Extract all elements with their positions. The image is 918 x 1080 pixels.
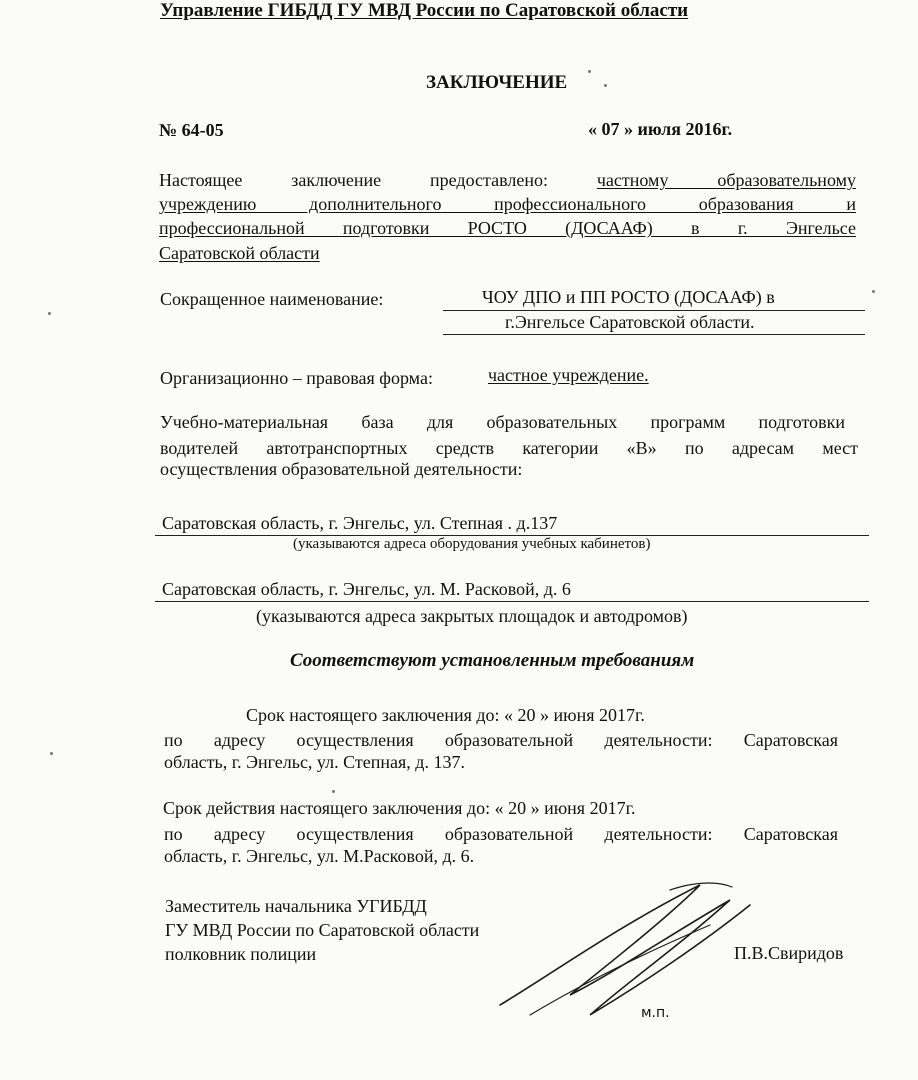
provided-line-3: профессиональной подготовки РОСТО (ДОСААФ) в г. Энгельсе bbox=[159, 218, 856, 238]
short-name-line-1: ЧОУ ДПО и ПП РОСТО (ДОСААФ) в bbox=[482, 287, 775, 307]
address-2-rule bbox=[155, 601, 869, 602]
signatory-line-3: полковник полиции bbox=[165, 944, 317, 964]
provided-value-start: частному образовательному bbox=[596, 170, 856, 190]
signatory-name: П.В.Свиридов bbox=[734, 943, 844, 963]
term-2-line-3: область, г. Энгельс, ул. М.Расковой, д. 6. bbox=[164, 846, 475, 866]
base-line-3: осуществления образовательной деятельности: bbox=[160, 459, 523, 479]
scan-speck bbox=[48, 312, 51, 315]
address-2: Саратовская область, г. Энгельс, ул. М. Расковой, д. 6 bbox=[162, 579, 571, 599]
term-1-line-3: область, г. Энгельс, ул. Степная, д. 137. bbox=[164, 752, 465, 772]
term-1-lead: Срок настоящего заключения до: « 20 » июня 2017г. bbox=[246, 705, 645, 725]
short-name-line-2: г.Энгельсе Саратовской области. bbox=[505, 312, 755, 332]
term-2-line-2: по адресу осуществления образовательной деятельности: Саратовская bbox=[164, 824, 838, 844]
term-2-lead: Срок действия настоящего заключения до: « 20 » июня 2017г. bbox=[163, 798, 636, 818]
provided-line-4: Саратовской области bbox=[159, 243, 320, 263]
signatory-line-2: ГУ МВД России по Саратовской области bbox=[165, 920, 480, 940]
signatory-line-1: Заместитель начальника УГИБДД bbox=[165, 896, 427, 916]
document-date: « 07 » июля 2016г. bbox=[588, 119, 733, 139]
legal-form-label: Организационно – правовая форма: bbox=[160, 368, 433, 388]
scan-speck bbox=[332, 790, 335, 793]
scan-speck bbox=[604, 84, 607, 87]
term-1-line-2: по адресу осуществления образовательной деятельности: Саратовская bbox=[164, 730, 838, 750]
short-name-rule-2 bbox=[443, 334, 865, 335]
short-name-label: Сокращенное наименование: bbox=[160, 289, 384, 309]
scan-speck bbox=[50, 752, 53, 755]
legal-form-value: частное учреждение. bbox=[488, 365, 649, 385]
scan-speck bbox=[588, 70, 591, 73]
base-line-1: Учебно-материальная база для образовательных программ подготовки bbox=[160, 412, 845, 432]
address-2-note: (указываются адреса закрытых площадок и автодромов) bbox=[256, 606, 688, 626]
base-line-2: водителей автотранспортных средств категории «В» по адресам мест bbox=[160, 438, 858, 458]
short-name-rule-1 bbox=[443, 310, 865, 311]
handwritten-signature bbox=[470, 865, 770, 1025]
provided-line-2: учреждению дополнительного профессионального образования и bbox=[159, 194, 856, 214]
provided-line-1 bbox=[159, 168, 856, 192]
stamp-place-label: м.п. bbox=[641, 1005, 670, 1021]
address-1-note: (указываются адреса оборудования учебных кабинетов) bbox=[293, 536, 651, 552]
verdict-text: Соответствуют установленным требованиям bbox=[290, 650, 695, 671]
address-1: Саратовская область, г. Энгельс, ул. Степная . д.137 bbox=[162, 513, 558, 533]
document-title: ЗАКЛЮЧЕНИЕ bbox=[426, 72, 568, 93]
scan-speck bbox=[872, 290, 875, 293]
document-number: № 64-05 bbox=[159, 120, 224, 140]
provided-lead: Настоящее заключение предоставлено: bbox=[159, 170, 548, 190]
header-organization: Управление ГИБДД ГУ МВД России по Саратовской области bbox=[160, 0, 689, 21]
